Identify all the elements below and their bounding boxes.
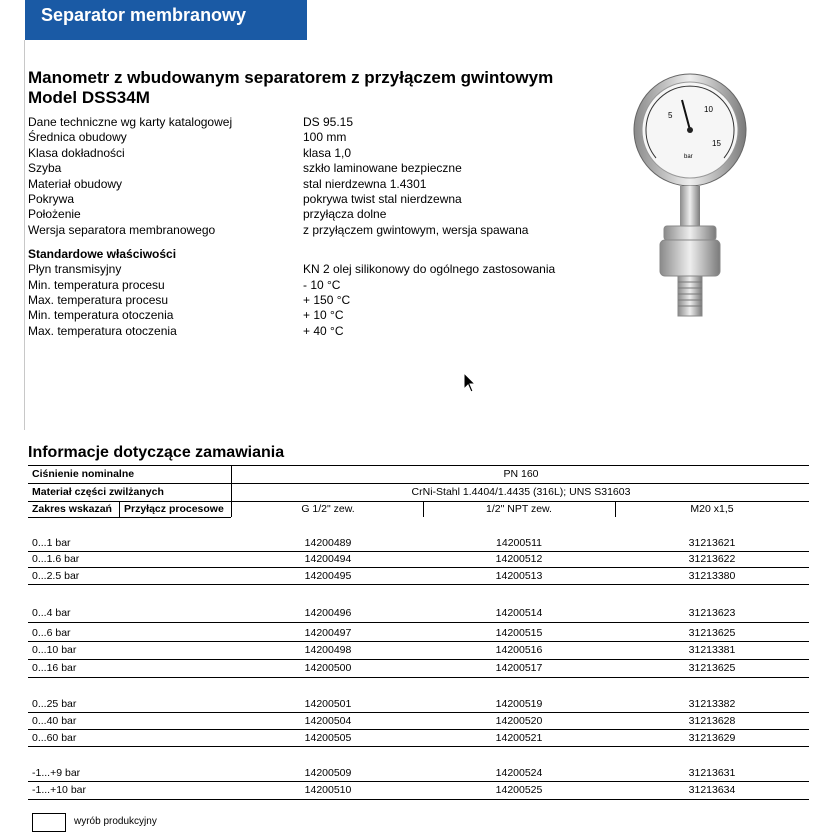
table-rule xyxy=(28,567,809,568)
code-m20-cell: 31213631 xyxy=(688,767,736,779)
code-m20-cell: 31213628 xyxy=(688,715,736,727)
standard-value: + 10 °C xyxy=(303,308,344,323)
code-npt-cell: 14200520 xyxy=(495,715,543,727)
code-m20-cell: 31213382 xyxy=(688,698,736,710)
code-g12-cell: 14200496 xyxy=(304,607,352,619)
code-g12-cell: 14200494 xyxy=(304,553,352,565)
spec-row xyxy=(28,146,588,161)
standard-row xyxy=(28,262,588,277)
code-g12-cell: 14200495 xyxy=(304,570,352,582)
column-divider xyxy=(231,465,232,517)
spec-row xyxy=(28,161,588,176)
spec-row xyxy=(28,207,588,222)
table-row xyxy=(28,783,809,798)
table-row xyxy=(28,643,809,658)
standard-key: Min. temperatura otoczenia xyxy=(28,308,174,323)
code-g12-cell: 14200500 xyxy=(304,662,352,674)
spec-value: przyłącza dolne xyxy=(303,207,387,222)
table-row xyxy=(28,626,809,641)
table-row xyxy=(28,661,809,676)
standard-value: + 150 °C xyxy=(303,292,351,307)
material-label: Materiał części zwilżanych xyxy=(32,486,164,498)
code-npt-cell: 14200514 xyxy=(495,607,543,619)
mouse-pointer-icon xyxy=(463,372,477,394)
code-npt-cell: 14200517 xyxy=(495,662,543,674)
standard-row xyxy=(28,278,588,293)
gauge-scale-15: 15 xyxy=(712,139,721,148)
table-row xyxy=(28,552,809,567)
code-g12-cell: 14200509 xyxy=(304,767,352,779)
spec-row xyxy=(28,177,588,192)
spec-list xyxy=(28,115,588,339)
range-cell: -1...+10 bar xyxy=(32,784,86,796)
table-rule xyxy=(28,584,809,585)
column-divider xyxy=(615,502,616,517)
table-rule xyxy=(28,622,809,623)
code-m20-cell: 31213634 xyxy=(688,784,736,796)
standard-value: KN 2 olej silikonowy do ogólnego zastosowania xyxy=(303,262,556,277)
range-cell: 0...4 bar xyxy=(32,607,71,619)
nominal-pressure-row xyxy=(28,466,809,483)
table-rule xyxy=(28,517,231,518)
nominal-pressure-value: PN 160 xyxy=(503,468,539,480)
code-npt-cell: 14200525 xyxy=(495,784,543,796)
spec-value: pokrywa twist stal nierdzewna xyxy=(303,191,462,206)
code-m20-cell: 31213629 xyxy=(688,732,736,744)
table-row xyxy=(28,697,809,712)
connection-column-header: Przyłącz procesowe xyxy=(124,503,224,515)
spec-key: Wersja separatora membranowego xyxy=(28,222,216,237)
standard-properties-heading: Standardowe właściwości xyxy=(28,247,177,262)
code-g12-cell: 14200498 xyxy=(304,644,352,656)
legend-label: wyrób produkcyjny xyxy=(74,816,157,827)
spec-value: klasa 1,0 xyxy=(303,145,352,160)
code-npt-cell: 14200513 xyxy=(495,570,543,582)
standard-key: Min. temperatura procesu xyxy=(28,277,165,292)
column-divider xyxy=(423,502,424,517)
standard-key: Płyn transmisyjny xyxy=(28,262,122,277)
code-npt-cell: 14200519 xyxy=(495,698,543,710)
spec-key: Szyba xyxy=(28,161,62,176)
spec-row xyxy=(28,115,588,130)
gauge-scale-5: 5 xyxy=(668,111,673,120)
code-m20-cell: 31213380 xyxy=(688,570,736,582)
table-rule xyxy=(28,641,809,642)
range-cell: 0...60 bar xyxy=(32,732,77,744)
product-title xyxy=(28,68,553,108)
code-g12-cell: 14200497 xyxy=(304,627,352,639)
table-bottom-rule xyxy=(28,799,809,800)
table-rule xyxy=(28,659,809,660)
table-rule xyxy=(28,746,809,747)
table-row xyxy=(28,731,809,746)
spec-value: z przyłączem gwintowym, wersja spawana xyxy=(303,222,529,237)
spec-row xyxy=(28,192,588,207)
column-header-row xyxy=(28,501,809,518)
code-npt-cell: 14200524 xyxy=(495,767,543,779)
range-cell: -1...+9 bar xyxy=(32,767,81,779)
spec-key: Położenie xyxy=(28,207,81,222)
gauge-scale-10: 10 xyxy=(704,105,713,114)
code-g12-cell: 14200501 xyxy=(304,698,352,710)
code-npt-cell: 14200521 xyxy=(495,732,543,744)
code-m20-cell: 31213622 xyxy=(688,553,736,565)
standard-value: + 40 °C xyxy=(303,323,344,338)
section-header-band xyxy=(25,0,307,40)
spec-row xyxy=(28,223,588,238)
spec-key: Pokrywa xyxy=(28,191,75,206)
spec-value: DS 95.15 xyxy=(303,115,354,129)
code-npt-cell: 14200512 xyxy=(495,553,543,565)
table-rule xyxy=(28,677,809,678)
product-model: Model DSS34M xyxy=(28,88,150,107)
range-cell: 0...25 bar xyxy=(32,698,77,710)
code-npt-cell: 14200511 xyxy=(496,537,542,549)
left-border-line xyxy=(24,40,25,430)
code-m20-cell: 31213625 xyxy=(688,627,736,639)
column-divider xyxy=(119,502,120,517)
code-g12-cell: 14200504 xyxy=(304,715,352,727)
product-title-line1: Manometr z wbudowanym separatorem z przyłączem gwintowym xyxy=(28,68,554,87)
material-value: CrNi-Stahl 1.4404/1.4435 (316L); UNS S31603 xyxy=(411,486,631,498)
code-m20-cell: 31213625 xyxy=(688,662,736,674)
range-column-header: Zakres wskazań xyxy=(32,503,112,515)
standard-row xyxy=(28,293,588,308)
spec-key: Średnica obudowy xyxy=(28,130,127,145)
ordering-title: Informacje dotyczące zamawiania xyxy=(28,444,285,461)
table-row xyxy=(28,536,809,551)
column-header-npt: 1/2" NPT zew. xyxy=(486,503,552,515)
standard-row xyxy=(28,324,588,339)
code-npt-cell: 14200516 xyxy=(495,644,543,656)
column-header-m20: M20 x1,5 xyxy=(690,503,734,515)
legend-swatch xyxy=(32,813,66,832)
standard-key: Max. temperatura otoczenia xyxy=(28,323,177,338)
spec-key: Dane techniczne wg karty katalogowej xyxy=(28,115,233,129)
spec-value: szkło laminowane bezpieczne xyxy=(303,161,462,176)
table-row xyxy=(28,569,809,584)
code-g12-cell: 14200510 xyxy=(304,784,352,796)
section-header-label: Separator membranowy xyxy=(41,5,247,25)
material-row xyxy=(28,484,809,501)
range-cell: 0...2.5 bar xyxy=(32,570,80,582)
range-cell: 0...10 bar xyxy=(32,644,77,656)
table-rule xyxy=(28,781,809,782)
code-npt-cell: 14200515 xyxy=(495,627,543,639)
spec-row xyxy=(28,130,588,145)
gauge-unit: bar xyxy=(684,154,693,160)
spec-value: stal nierdzewna 1.4301 xyxy=(303,176,427,191)
table-rule xyxy=(28,729,809,730)
code-g12-cell: 14200489 xyxy=(304,537,352,549)
range-cell: 0...40 bar xyxy=(32,715,77,727)
table-row xyxy=(28,766,809,781)
spec-key: Materiał obudowy xyxy=(28,176,123,191)
table-rule xyxy=(28,712,809,713)
code-m20-cell: 31213381 xyxy=(688,644,736,656)
standard-value: - 10 °C xyxy=(303,277,341,292)
standard-key: Max. temperatura procesu xyxy=(28,292,169,307)
standard-row xyxy=(28,308,588,323)
table-row xyxy=(28,714,809,729)
code-m20-cell: 31213623 xyxy=(688,607,736,619)
range-cell: 0...16 bar xyxy=(32,662,77,674)
nominal-pressure-label: Ciśnienie nominalne xyxy=(32,468,135,480)
spec-key: Klasa dokładności xyxy=(28,145,125,160)
column-header-g12: G 1/2" zew. xyxy=(301,503,355,515)
code-m20-cell: 31213621 xyxy=(688,537,736,549)
pressure-gauge-image xyxy=(620,70,760,320)
spec-value: 100 mm xyxy=(303,130,347,145)
range-cell: 0...1 bar xyxy=(32,537,71,549)
table-row xyxy=(28,606,809,621)
code-g12-cell: 14200505 xyxy=(304,732,352,744)
range-cell: 0...6 bar xyxy=(32,627,71,639)
range-cell: 0...1.6 bar xyxy=(32,553,80,565)
